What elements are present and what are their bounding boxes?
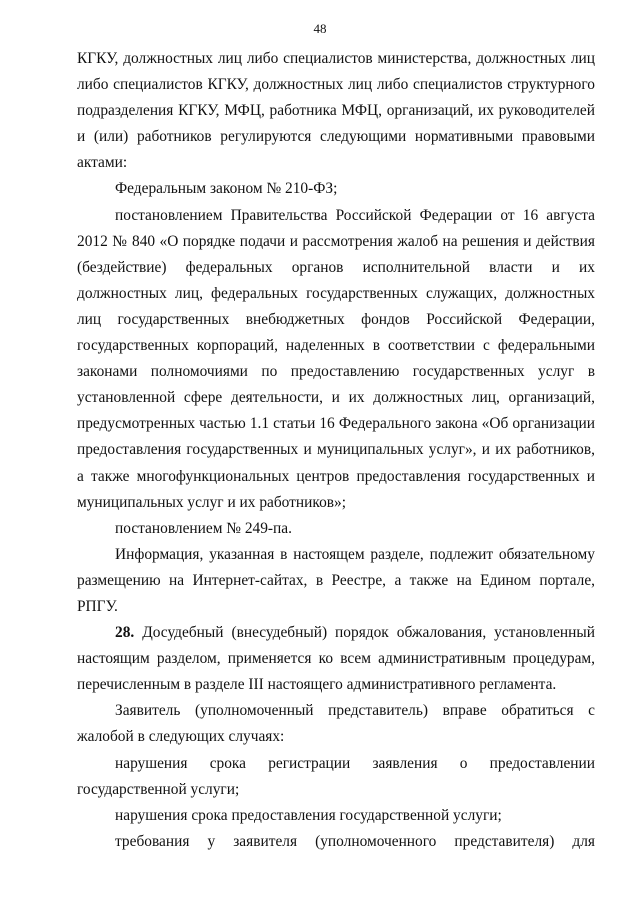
paragraph-complaint-cases: Заявитель (уполномоченный представитель) вправе обратиться с жалобой в следующих случаях:: [77, 702, 595, 746]
list-item-requirements: требования у заявителя (уполномоченного представителя) для: [115, 832, 595, 850]
paragraph-federal-law: Федеральным законом № 210-ФЗ;: [115, 180, 338, 198]
paragraph-decree-249: постановлением № 249-па.: [115, 519, 292, 537]
paragraph-number: 28.: [115, 624, 135, 642]
list-item-service-deadline-violation: нарушения срока предоставления государственной услуги;: [115, 806, 502, 824]
paragraph-information: Информация, указанная в настоящем разделе, подлежит обязательному размещению на Интернет-сайтах, в Реестре, а также на Едином портале, РПГУ.: [77, 545, 595, 615]
list-item-registration-violation: нарушения срока регистрации заявления о предоставлении государственной услуги;: [77, 754, 595, 798]
page-number: 48: [313, 21, 327, 36]
paragraph-28: [77, 620, 595, 698]
paragraph-government-decree: постановлением Правительства Российской Федерации от 16 августа 2012 № 840 «О порядке подачи и рассмотрения жалоб на решения и действия (бездействие) федеральных органов исполнительной власти и их должностных лиц, федеральных государственных служащих, должностных лиц государственных внебюджетных фондов Российской Федерации, государственных корпораций, наделенных в соответствии с федеральными законами полномочиями по предоставлению государственных услуг в установленной сфере деятельности, и их должностных лиц, организаций, предусмотренных частью 1.1 статьи 16 Федерального закона «Об организации предоставления государственных и муниципальных услуг», и их работников, а также многофункциональных центров предоставления государственных и муниципальных услуг и их работников»;: [77, 206, 595, 511]
document-body: [77, 46, 595, 855]
paragraph-28-text: Досудебный (внесудебный) порядок обжалования, установленный настоящим разделом, применяется ко всем административным процедурам, перечисленным в разделе III настоящего административного регламента.: [77, 624, 595, 694]
paragraph-continuation: КГКУ, должностных лиц либо специалистов министерства, должностных лиц либо специалистов КГКУ, должностных лиц либо специалистов структурного подразделения КГКУ, МФЦ, работника МФЦ, организаций, их руководителей и (или) работников регулируются следующими нормативными правовыми актами:: [77, 50, 595, 172]
